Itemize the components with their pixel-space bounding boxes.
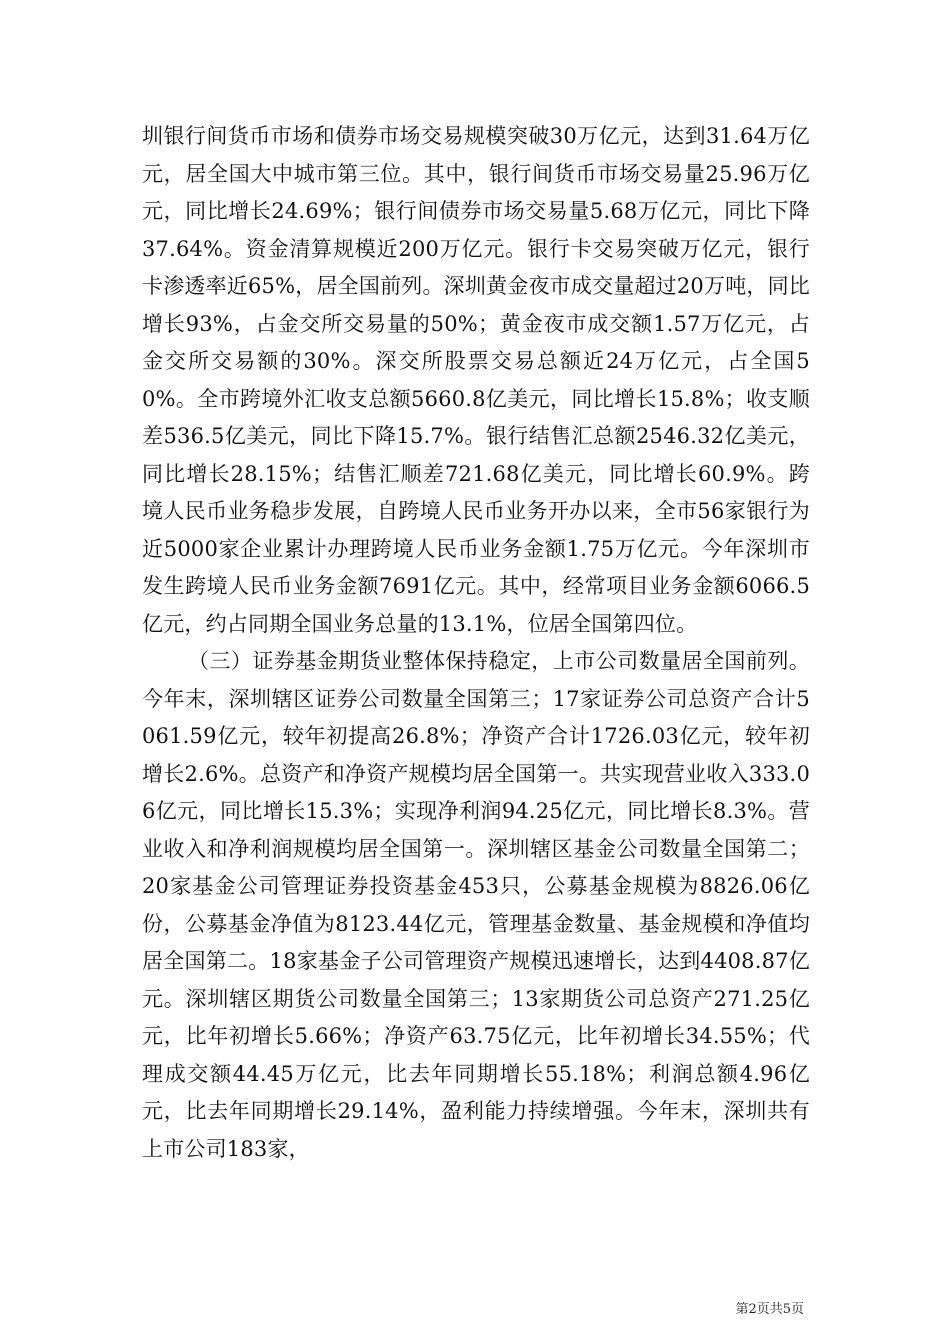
paragraph-financial-markets: 圳银行间货币市场和债券市场交易规模突破30万亿元，达到31.64万亿元，居全国大中城市第三位。其中，银行间货币市场交易量25.96万亿元，同比增长24.69%；银行间债券市场交易量5.68万亿元，同比下降37.64%。资金清算规模近200万亿元。银行卡交易突破万亿元，银行卡渗透率近65%，居全国前列。深圳黄金夜市成交量超过20万吨，同比增长93%，占金交所交易量的50%；黄金夜市成交额1.57万亿元，占金交所交易额的30%。深交所股票交易总额近24万亿元，占全国50%。全市跨境外汇收支总额5660.8亿美元，同比增长15.8%；收支顺差536.5亿美元，同比下降15.7%。银行结售汇总额2546.32亿美元，同比增长28.15%；结售汇顺差721.68亿美元，同比增长60.9%。跨境人民币业务稳步发展，自跨境人民币业务开办以来，全市56家银行为近5000家企业累计办理跨境人民币业务金额1.75万亿元。今年深圳市发生跨境人民币业务金额7691亿元。其中，经常项目业务金额6066.5亿元，约占同期全国业务总量的13.1%，位居全国第四位。 [142, 124, 810, 636]
page-number: 第2页共5页 [735, 1302, 804, 1317]
paragraph-securities-funds-futures: （三）证券基金期货业整体保持稳定，上市公司数量居全国前列。今年末，深圳辖区证券公司数量全国第三；17家证券公司总资产合计5061.59亿元，较年初提高26.8%；净资产合计1726.03亿元，较年初增长2.6%。总资产和净资产规模均居全国第一。共实现营业收入333.06亿元，同比增长15.3%；实现净利润94.25亿元，同比增长8.3%。营业收入和净利润规模均居全国第一。深圳辖区基金公司数量全国第二；20家基金公司管理证券投资基金453只，公募基金规模为8826.06亿份，公募基金净值为8123.44亿元，管理基金数量、基金规模和净值均居全国第二。18家基金子公司管理资产规模迅速增长，达到4408.87亿元。深圳辖区期货公司数量全国第三；13家期货公司总资产271.25亿元，比年初增长5.66%；净资产63.75亿元，比年初增长34.55%；代理成交额44.45万亿元，比去年同期增长55.18%；利润总额4.96亿元，比去年同期增长29.14%，盈利能力持续增强。今年末，深圳共有上市公司183家， [142, 649, 810, 1161]
document-body [142, 118, 810, 1168]
